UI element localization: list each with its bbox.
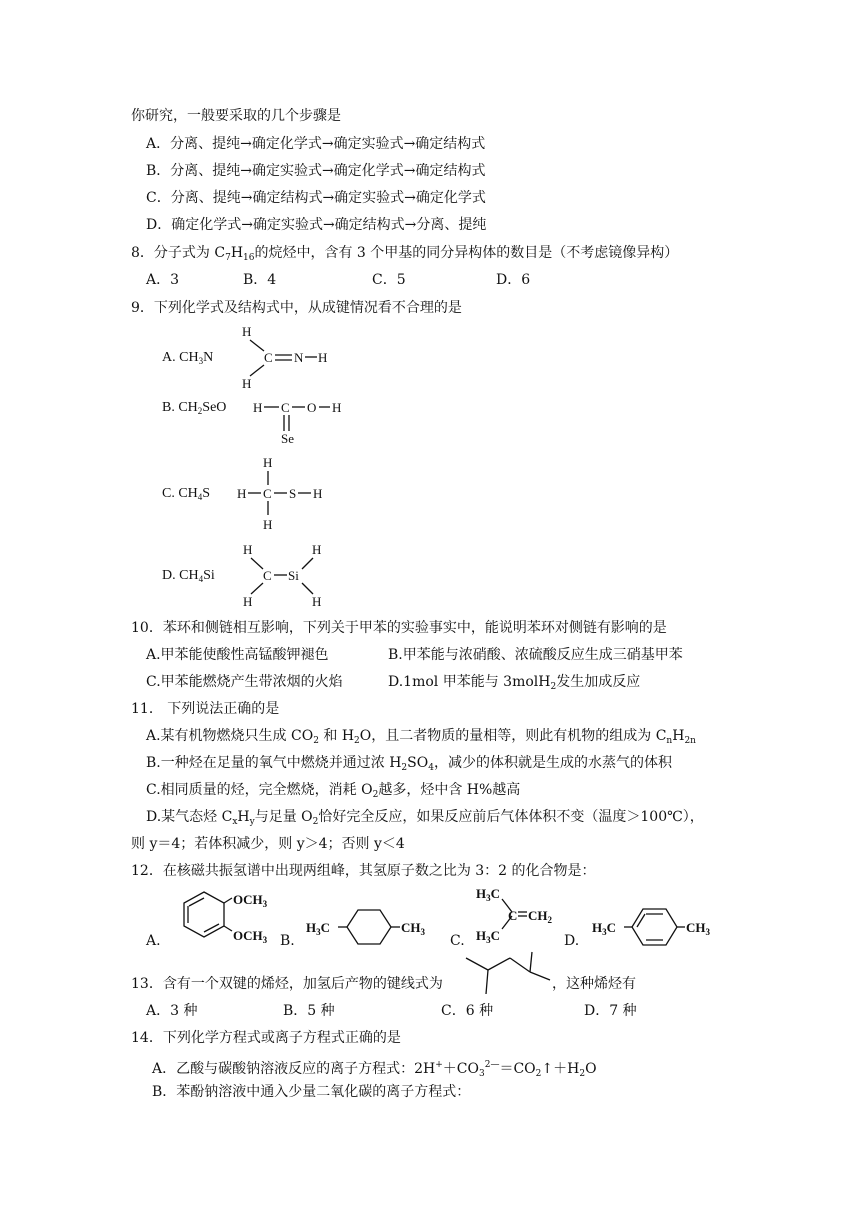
- q11-option-d-continued: 则 y＝4；若体积减少，则 y＞4；否则 y＜4: [131, 836, 405, 852]
- q14-stem: 14．下列化学方程式或离子方程式正确的是: [131, 1030, 401, 1046]
- q12-c-isobutene: [470, 880, 570, 946]
- q9-option-b-formula[interactable]: B. $CH_2SeO$: [162, 400, 227, 416]
- q8-option-c[interactable]: C．5: [372, 272, 406, 288]
- q12-b-dimethylcyclohexane: [304, 900, 430, 950]
- q7-option-d[interactable]: D．确定化学式→确定实验式→确定结构式→分离、提纯: [146, 217, 487, 233]
- q13-option-a[interactable]: A．3 种: [146, 1003, 198, 1019]
- q12-d-p-xylene: [590, 900, 716, 950]
- atom-n: N: [294, 350, 304, 365]
- svg-text:OCH3: $OCH_3$: [233, 892, 268, 909]
- q13-option-d[interactable]: D．7 种: [584, 1003, 637, 1019]
- q13-option-c[interactable]: C．6 种: [441, 1003, 494, 1019]
- q12-option-a[interactable]: A.: [146, 933, 161, 949]
- atom-h: H: [313, 486, 323, 501]
- q14-option-b[interactable]: B．苯酚钠溶液中通入少量二氧化碳的离子方程式：: [152, 1084, 471, 1100]
- q10-stem: 10．苯环和侧链相互影响，下列关于甲苯的实验事实中，能说明苯环对侧链有影响的是: [131, 620, 667, 636]
- atom-h: H: [243, 542, 253, 557]
- atom-si: Si: [288, 568, 299, 583]
- q9-b-structure: [250, 395, 350, 449]
- atom-c: C: [281, 400, 290, 415]
- atom-h: H: [237, 486, 247, 501]
- q12-stem: 12．在核磁共振氢谱中出现两组峰，其氢原子数之比为 3：2 的化合物是：: [131, 863, 596, 879]
- q13-option-b[interactable]: B．5 种: [283, 1003, 335, 1019]
- svg-text:H3C: $H_3C$: [592, 920, 617, 937]
- svg-text:H3C: $H_3C$: [476, 886, 501, 903]
- q9-option-a-formula[interactable]: A. $CH_3N$: [162, 350, 214, 366]
- q11-option-a[interactable]: A.某有机物燃烧只生成 $CO_2$ 和 $H_2O$，且二者物质的量相等，则此有机物的组成为 $C_nH_{2n}$: [146, 728, 696, 746]
- q8-stem: 8．分子式为 $C_7H_{16}$的烷烃中，含有 3 个甲基的同分异构体的数目是（不考虑镜像异构）: [131, 245, 679, 263]
- atom-h: H: [312, 594, 322, 609]
- atom-h: H: [242, 324, 252, 339]
- svg-text:H3C: $H_3C$: [476, 928, 501, 945]
- atom-h: H: [332, 400, 342, 415]
- atom-c: C: [264, 350, 273, 365]
- q13-stem-b: ，这种烯烃有: [552, 976, 636, 992]
- q7-option-a[interactable]: A．分离、提纯→确定化学式→确定实验式→确定结构式: [146, 136, 486, 152]
- svg-text:CH3: $CH_3$: [686, 920, 710, 937]
- svg-text:CH3: $CH_3$: [401, 920, 425, 937]
- atom-h: H: [253, 400, 263, 415]
- q12-a-dimethoxybenzene: [172, 886, 272, 952]
- q9-c-structure: [234, 452, 334, 534]
- atom-h: H: [312, 542, 322, 557]
- atom-s: S: [289, 486, 297, 501]
- q13-skeletal-formula: [464, 950, 554, 1002]
- q14-option-a[interactable]: A．乙酸与碳酸钠溶液反应的离子方程式：$2H^++CO_3^{2—}=CO_2↑+H_2O$: [152, 1060, 597, 1079]
- atom-h: H: [263, 517, 273, 532]
- svg-text:C: C: [508, 908, 518, 923]
- atom-h: H: [243, 594, 253, 609]
- q10-option-a[interactable]: A.甲苯能使酸性高锰酸钾褪色: [146, 647, 329, 663]
- q7-option-c[interactable]: C．分离、提纯→确定结构式→确定实验式→确定化学式: [146, 190, 486, 206]
- q9-option-d-formula[interactable]: D. $CH_4Si$: [162, 568, 215, 584]
- svg-text:H3C: $H_3C$: [306, 920, 331, 937]
- q10-option-d[interactable]: D.1mol 甲苯能与 3molH$_2$发生加成反应: [388, 674, 641, 692]
- q7-option-b[interactable]: B．分离、提纯→确定实验式→确定化学式→确定结构式: [146, 163, 486, 179]
- q12-option-d[interactable]: D.: [564, 933, 580, 949]
- q11-option-b[interactable]: B.一种烃在足量的氧气中燃烧并通过浓 $H_2SO_4$，减少的体积就是生成的水蒸气的体积: [146, 755, 672, 773]
- q9-a-structure: [232, 320, 342, 392]
- q9-stem: 9．下列化学式及结构式中，从成键情况看不合理的是: [131, 300, 462, 316]
- atom-c: C: [263, 568, 272, 583]
- svg-text:OCH3: $OCH_3$: [233, 928, 268, 945]
- q9-option-c-formula[interactable]: C. $CH_4S$: [162, 486, 211, 502]
- intro-line: 你研究，一般要采取的几个步骤是: [131, 108, 341, 124]
- q8-option-d[interactable]: D．6: [496, 272, 531, 288]
- q12-option-c[interactable]: C.: [450, 933, 465, 949]
- q11-option-c[interactable]: C.相同质量的烃，完全燃烧，消耗 $O_2$越多，烃中含 H%越高: [146, 782, 521, 800]
- q8-option-a[interactable]: A．3: [146, 272, 180, 288]
- q10-option-c[interactable]: C.甲苯能燃烧产生带浓烟的火焰: [146, 674, 343, 690]
- q11-option-d[interactable]: D.某气态烃 $C_xH_y$与足量 $O_2$恰好完全反应，如果反应前后气体体积不变（温度＞100℃），: [146, 809, 704, 827]
- atom-h: H: [263, 455, 273, 470]
- atom-c: C: [263, 486, 272, 501]
- atom-se: Se: [281, 431, 294, 446]
- q11-stem: 11． 下列说法正确的是: [131, 701, 280, 717]
- q9-d-structure: [238, 538, 338, 610]
- q13-stem-a: 13．含有一个双键的烯烃，加氢后产物的键线式为: [131, 976, 443, 992]
- q12-option-b[interactable]: B.: [280, 933, 295, 949]
- atom-o: O: [307, 400, 317, 415]
- atom-h: H: [242, 376, 252, 391]
- q10-option-b[interactable]: B.甲苯能与浓硝酸、浓硫酸反应生成三硝基甲苯: [388, 647, 683, 663]
- atom-h: H: [318, 350, 328, 365]
- q8-option-b[interactable]: B．4: [243, 272, 277, 288]
- svg-text:CH2: $CH_2$: [528, 908, 552, 925]
